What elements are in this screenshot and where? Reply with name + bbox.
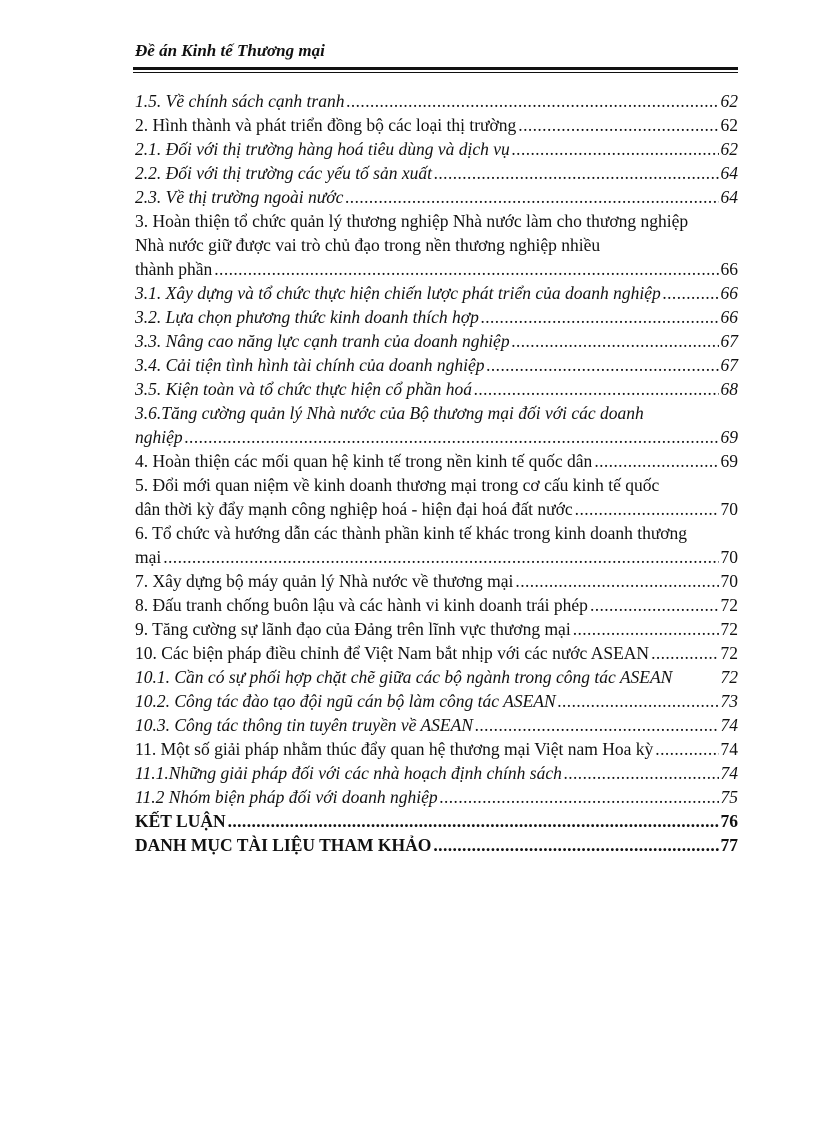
toc-dot-leader bbox=[474, 377, 719, 401]
toc-entry-title: 3.6.Tăng cường quản lý Nhà nước của Bộ thương mại đối với các doanh bbox=[135, 403, 644, 423]
toc-entry-title: 2. Hình thành và phát triển đồng bộ các loại thị trường bbox=[135, 115, 517, 135]
toc-page-number: 66 bbox=[720, 283, 738, 303]
toc-entry-title: 9. Tăng cường sự lãnh đạo của Đảng trên lĩnh vực thương mại bbox=[135, 619, 571, 639]
toc-entry-title: Nhà nước giữ được vai trò chủ đạo trong nền thương nghiệp nhiều bbox=[135, 235, 601, 255]
toc-entry[interactable] bbox=[135, 761, 738, 785]
toc-entry[interactable] bbox=[135, 281, 738, 305]
toc-page-number: 74 bbox=[720, 763, 738, 783]
toc-page-number: 67 bbox=[720, 355, 738, 375]
toc-page-number: 62 bbox=[720, 139, 738, 159]
toc-entry-title: DANH MỤC TÀI LIỆU THAM KHẢO bbox=[135, 835, 432, 855]
table-of-contents bbox=[135, 89, 738, 857]
toc-dot-leader bbox=[594, 449, 718, 473]
toc-entry-title: dân thời kỳ đẩy mạnh công nghiệp hoá - hiện đại hoá đất nước bbox=[135, 499, 573, 519]
toc-page-number: 74 bbox=[720, 739, 738, 759]
toc-entry[interactable] bbox=[135, 785, 738, 809]
toc-entry-title: thành phần bbox=[135, 259, 213, 279]
toc-dot-leader bbox=[590, 593, 719, 617]
header-rule-thick bbox=[133, 67, 738, 70]
toc-entry-title: 3.1. Xây dựng và tổ chức thực hiện chiến lược phát triển của doanh nghiệp bbox=[135, 283, 661, 303]
toc-entry-title: 8. Đấu tranh chống buôn lậu và các hành vi kinh doanh trái phép bbox=[135, 595, 588, 615]
toc-entry-title: 5. Đổi mới quan niệm về kinh doanh thương mại trong cơ cấu kinh tế quốc bbox=[135, 475, 660, 495]
toc-page-number: 74 bbox=[720, 715, 738, 735]
toc-entry[interactable] bbox=[135, 713, 738, 737]
toc-entry-title: 1.5. Về chính sách cạnh tranh bbox=[135, 91, 345, 111]
toc-entry[interactable] bbox=[135, 737, 738, 761]
toc-entry-title: 3. Hoàn thiện tổ chức quản lý thương nghiệp Nhà nước làm cho thương nghiệp bbox=[135, 211, 689, 231]
toc-entry-title: 10. Các biện pháp điều chỉnh để Việt Nam bắt nhịp với các nước ASEAN bbox=[135, 643, 650, 663]
toc-page-number: 76 bbox=[720, 811, 738, 831]
toc-page-number: 62 bbox=[720, 91, 738, 111]
toc-entry-title: 2.3. Về thị trường ngoài nước bbox=[135, 187, 344, 207]
toc-entry[interactable] bbox=[135, 161, 738, 185]
toc-entry[interactable] bbox=[135, 665, 738, 689]
toc-dot-leader bbox=[655, 737, 718, 761]
toc-entry-title: 4. Hoàn thiện các mối quan hệ kinh tế trong nền kinh tế quốc dân bbox=[135, 451, 593, 471]
toc-entry[interactable] bbox=[135, 833, 738, 857]
toc-dot-leader bbox=[228, 809, 719, 833]
toc-entry[interactable] bbox=[135, 449, 738, 473]
toc-dot-leader bbox=[345, 185, 718, 209]
toc-dot-leader bbox=[481, 305, 719, 329]
toc-page-number: 64 bbox=[720, 187, 738, 207]
toc-entry-title: 2.1. Đối với thị trường hàng hoá tiêu dùng và dịch vụ bbox=[135, 139, 510, 159]
toc-entry-title: nghiệp bbox=[135, 427, 183, 447]
toc-entry[interactable] bbox=[135, 233, 738, 257]
toc-entry-title: 3.4. Cải tiện tình hình tài chính của doanh nghiệp bbox=[135, 355, 485, 375]
toc-dot-leader bbox=[433, 833, 718, 857]
toc-dot-leader bbox=[512, 329, 719, 353]
toc-entry-title: 10.3. Công tác thông tin tuyên truyền về ASEAN bbox=[135, 715, 473, 735]
toc-entry-title: 7. Xây dựng bộ máy quản lý Nhà nước về thương mại bbox=[135, 571, 514, 591]
toc-entry-title: 3.2. Lựa chọn phương thức kinh doanh thích hợp bbox=[135, 307, 479, 327]
toc-page-number: 62 bbox=[720, 115, 738, 135]
toc-page-number: 66 bbox=[720, 259, 738, 279]
toc-page-number: 70 bbox=[720, 547, 738, 567]
toc-entry-title: mại bbox=[135, 547, 162, 567]
toc-entry-title: 10.2. Công tác đào tạo đội ngũ cán bộ làm công tác ASEAN bbox=[135, 691, 556, 711]
toc-entry-title: 2.2. Đối với thị trường các yếu tố sản xuất bbox=[135, 163, 432, 183]
toc-page-number: 72 bbox=[720, 619, 738, 639]
toc-dot-leader bbox=[434, 161, 719, 185]
toc-page-number: 72 bbox=[720, 643, 738, 663]
toc-entry-title: 6. Tổ chức và hướng dẫn các thành phần kinh tế khác trong kinh doanh thương bbox=[135, 523, 688, 543]
toc-page-number: 70 bbox=[720, 571, 738, 591]
toc-entry[interactable] bbox=[135, 521, 738, 545]
toc-dot-leader bbox=[573, 617, 719, 641]
toc-page-number: 69 bbox=[720, 451, 738, 471]
toc-dot-leader bbox=[487, 353, 719, 377]
toc-entry[interactable] bbox=[135, 641, 738, 665]
toc-entry[interactable] bbox=[135, 473, 738, 497]
toc-entry[interactable] bbox=[135, 257, 738, 281]
toc-entry[interactable] bbox=[135, 137, 738, 161]
toc-entry-title: 11. Một số giải pháp nhằm thúc đẩy quan hệ thương mại Việt nam Hoa kỳ bbox=[135, 739, 654, 759]
toc-entry[interactable] bbox=[135, 593, 738, 617]
toc-entry-title: KẾT LUẬN bbox=[135, 811, 226, 831]
toc-dot-leader bbox=[663, 281, 719, 305]
toc-entry[interactable] bbox=[135, 497, 738, 521]
toc-entry[interactable] bbox=[135, 545, 738, 569]
toc-entry[interactable] bbox=[135, 305, 738, 329]
toc-dot-leader bbox=[512, 137, 719, 161]
toc-page-number: 66 bbox=[720, 307, 738, 327]
toc-entry[interactable] bbox=[135, 353, 738, 377]
toc-entry-title: 11.2 Nhóm biện pháp đối với doanh nghiệp bbox=[135, 787, 438, 807]
toc-dot-leader bbox=[558, 689, 719, 713]
toc-dot-leader bbox=[185, 425, 719, 449]
toc-entry[interactable] bbox=[135, 89, 738, 113]
toc-page-number: 73 bbox=[720, 691, 738, 711]
toc-page-number: 69 bbox=[720, 427, 738, 447]
toc-page-number: 67 bbox=[720, 331, 738, 351]
toc-dot-leader bbox=[518, 113, 718, 137]
toc-dot-leader bbox=[214, 257, 718, 281]
toc-page-number: 72 bbox=[720, 595, 738, 615]
toc-entry[interactable] bbox=[135, 113, 738, 137]
toc-entry[interactable] bbox=[135, 809, 738, 833]
toc-entry[interactable] bbox=[135, 401, 738, 425]
toc-entry-title: 10.1. Cần có sự phối hợp chặt chẽ giữa các bộ ngành trong công tác ASEAN bbox=[135, 667, 673, 687]
toc-dot-leader bbox=[651, 641, 718, 665]
toc-entry[interactable] bbox=[135, 329, 738, 353]
toc-dot-leader bbox=[346, 89, 718, 113]
toc-page-number: 64 bbox=[720, 163, 738, 183]
toc-dot-leader bbox=[475, 713, 719, 737]
toc-dot-leader bbox=[515, 569, 718, 593]
page-header bbox=[133, 40, 738, 62]
toc-entry[interactable] bbox=[135, 617, 738, 641]
toc-dot-leader bbox=[575, 497, 719, 521]
header-rule-thin bbox=[133, 72, 738, 73]
header-title: Đề án Kinh tế Thương mại bbox=[135, 41, 325, 60]
toc-entry-title: 3.3. Nâng cao năng lực cạnh tranh của doanh nghiệp bbox=[135, 331, 510, 351]
toc-page-number: 75 bbox=[720, 787, 738, 807]
toc-dot-leader bbox=[564, 761, 719, 785]
toc-entry-title: 11.1.Những giải pháp đối với các nhà hoạch định chính sách bbox=[135, 763, 562, 783]
toc-entry[interactable] bbox=[135, 209, 738, 233]
toc-entry[interactable] bbox=[135, 569, 738, 593]
toc-page-number: 68 bbox=[720, 379, 738, 399]
toc-entry[interactable] bbox=[135, 377, 738, 401]
toc-entry[interactable] bbox=[135, 185, 738, 209]
toc-dot-leader bbox=[440, 785, 719, 809]
toc-entry-title: 3.5. Kiện toàn và tổ chức thực hiện cổ phần hoá bbox=[135, 379, 472, 399]
toc-entry[interactable] bbox=[135, 689, 738, 713]
toc-dot-leader bbox=[163, 545, 718, 569]
toc-entry[interactable] bbox=[135, 425, 738, 449]
toc-page-number: 72 bbox=[720, 667, 738, 687]
toc-page-number: 77 bbox=[720, 835, 738, 855]
toc-page-number: 70 bbox=[720, 499, 738, 519]
